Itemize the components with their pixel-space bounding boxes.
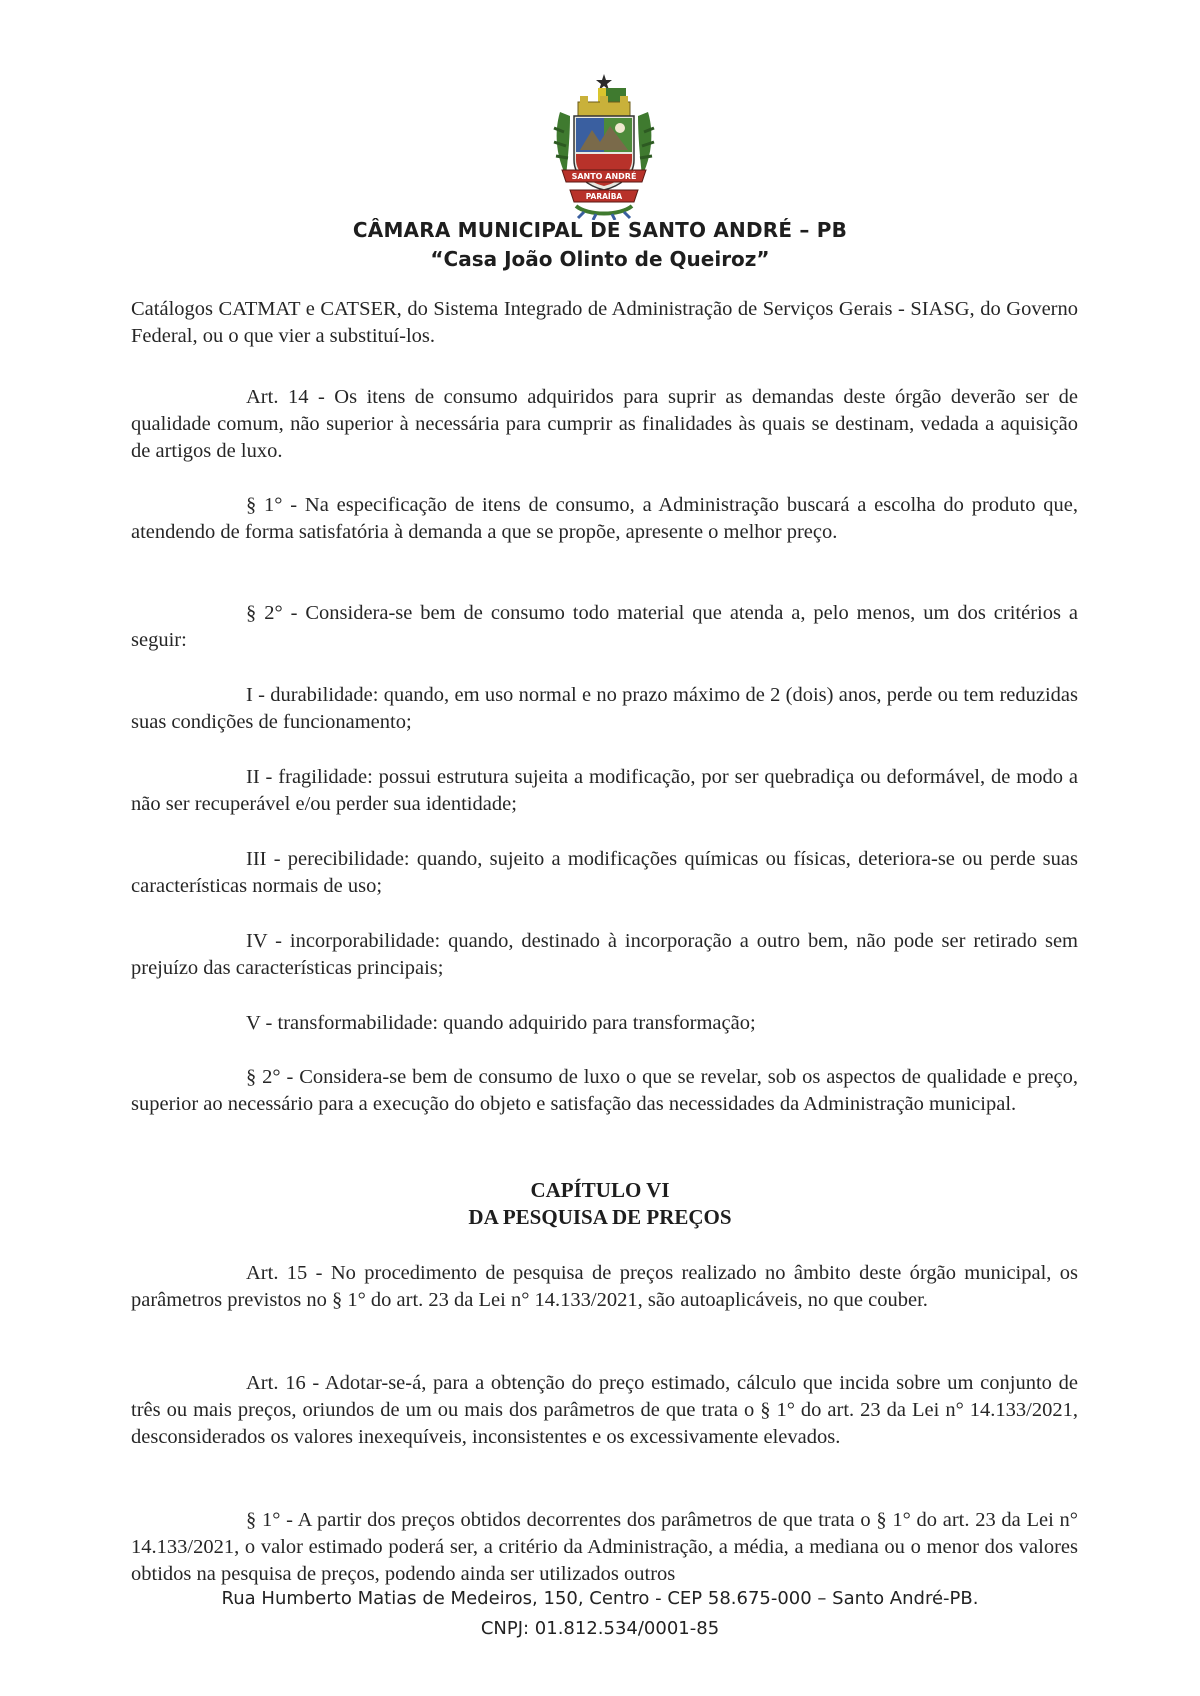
institution-subtitle: “Casa João Olinto de Queiroz” xyxy=(430,247,770,271)
municipal-crest-logo xyxy=(540,72,668,220)
chapter-title: DA PESQUISA DE PREÇOS xyxy=(468,1205,732,1229)
footer-address: Rua Humberto Matias de Medeiros, 150, Centro - CEP 58.675-000 – Santo André-PB. xyxy=(221,1588,979,1609)
svg-text:SANTO ANDRÉ: SANTO ANDRÉ xyxy=(571,172,637,181)
luxury-goods-paragraph: § 2° - Considera-se bem de consumo de luxo o que se revelar, sob os aspectos de qualidade e preço, superior ao necessário para a execução do objeto e satisfação das necessidades da Administração municipal. xyxy=(131,1066,1078,1115)
article-14: Art. 14 - Os itens de consumo adquiridos para suprir as demandas deste órgão deverão ser de qualidade comum, não superior à necessária para cumprir as finalidades às quais se destinam, vedada a aquisição de artigos de luxo. xyxy=(131,386,1078,462)
criterion-perishability: III - perecibilidade: quando, sujeito a modificações químicas ou físicas, deteriora-se ou perde suas características normais de uso; xyxy=(131,848,1078,897)
article-14-paragraph-2: § 2° - Considera-se bem de consumo todo material que atenda a, pelo menos, um dos critérios a seguir: xyxy=(131,602,1078,651)
article-16: Art. 16 - Adotar-se-á, para a obtenção do preço estimado, cálculo que incida sobre um conjunto de três ou mais preços, oriundos de um ou mais dos parâmetros de que trata o § 1° do art. 23 da Lei n° 14.133/2021, desconsiderados os valores inexequíveis, inconsistentes e os excessivamente elevados. xyxy=(131,1372,1078,1448)
chapter-number: CAPÍTULO VI xyxy=(530,1178,670,1202)
criterion-durability: I - durabilidade: quando, em uso normal e no prazo máximo de 2 (dois) anos, perde ou tem reduzidas suas condições de funcionamento; xyxy=(131,684,1078,733)
paragraph: Catálogos CATMAT e CATSER, do Sistema Integrado de Administração de Serviços Gerais - SIASG, do Governo Federal, ou o que vier a substituí-los. xyxy=(131,298,1078,347)
criterion-incorporability: IV - incorporabilidade: quando, destinado à incorporação a outro bem, não pode ser retirado sem prejuízo das características principais; xyxy=(131,930,1078,979)
institution-title: CÂMARA MUNICIPAL DE SANTO ANDRÉ – PB xyxy=(352,218,848,242)
svg-text:PARAÍBA: PARAÍBA xyxy=(585,192,623,201)
article-15: Art. 15 - No procedimento de pesquisa de preços realizado no âmbito deste órgão municipal, os parâmetros previstos no § 1° do art. 23 da Lei n° 14.133/2021, são autoaplicáveis, no que couber. xyxy=(131,1262,1078,1311)
article-14-paragraph-1: § 1° - Na especificação de itens de consumo, a Administração buscará a escolha do produto que, atendendo de forma satisfatória à demanda a que se propõe, apresente o melhor preço. xyxy=(131,494,1078,543)
criterion-fragility: II - fragilidade: possui estrutura sujeita a modificação, por ser quebradiça ou deformável, de modo a não ser recuperável e/ou perder sua identidade; xyxy=(131,766,1078,815)
footer-cnpj: CNPJ: 01.812.534/0001-85 xyxy=(480,1618,720,1639)
criterion-transformability: V - transformabilidade: quando adquirido para transformação; xyxy=(246,1012,756,1034)
article-16-paragraph-1: § 1° - A partir dos preços obtidos decorrentes dos parâmetros de que trata o § 1° do art. 23 da Lei n° 14.133/2021, o valor estimado poderá ser, a critério da Administração, a média, a mediana ou o menor dos valores obtidos na pesquisa de preços, podendo ainda ser utilizados outros xyxy=(131,1509,1078,1585)
